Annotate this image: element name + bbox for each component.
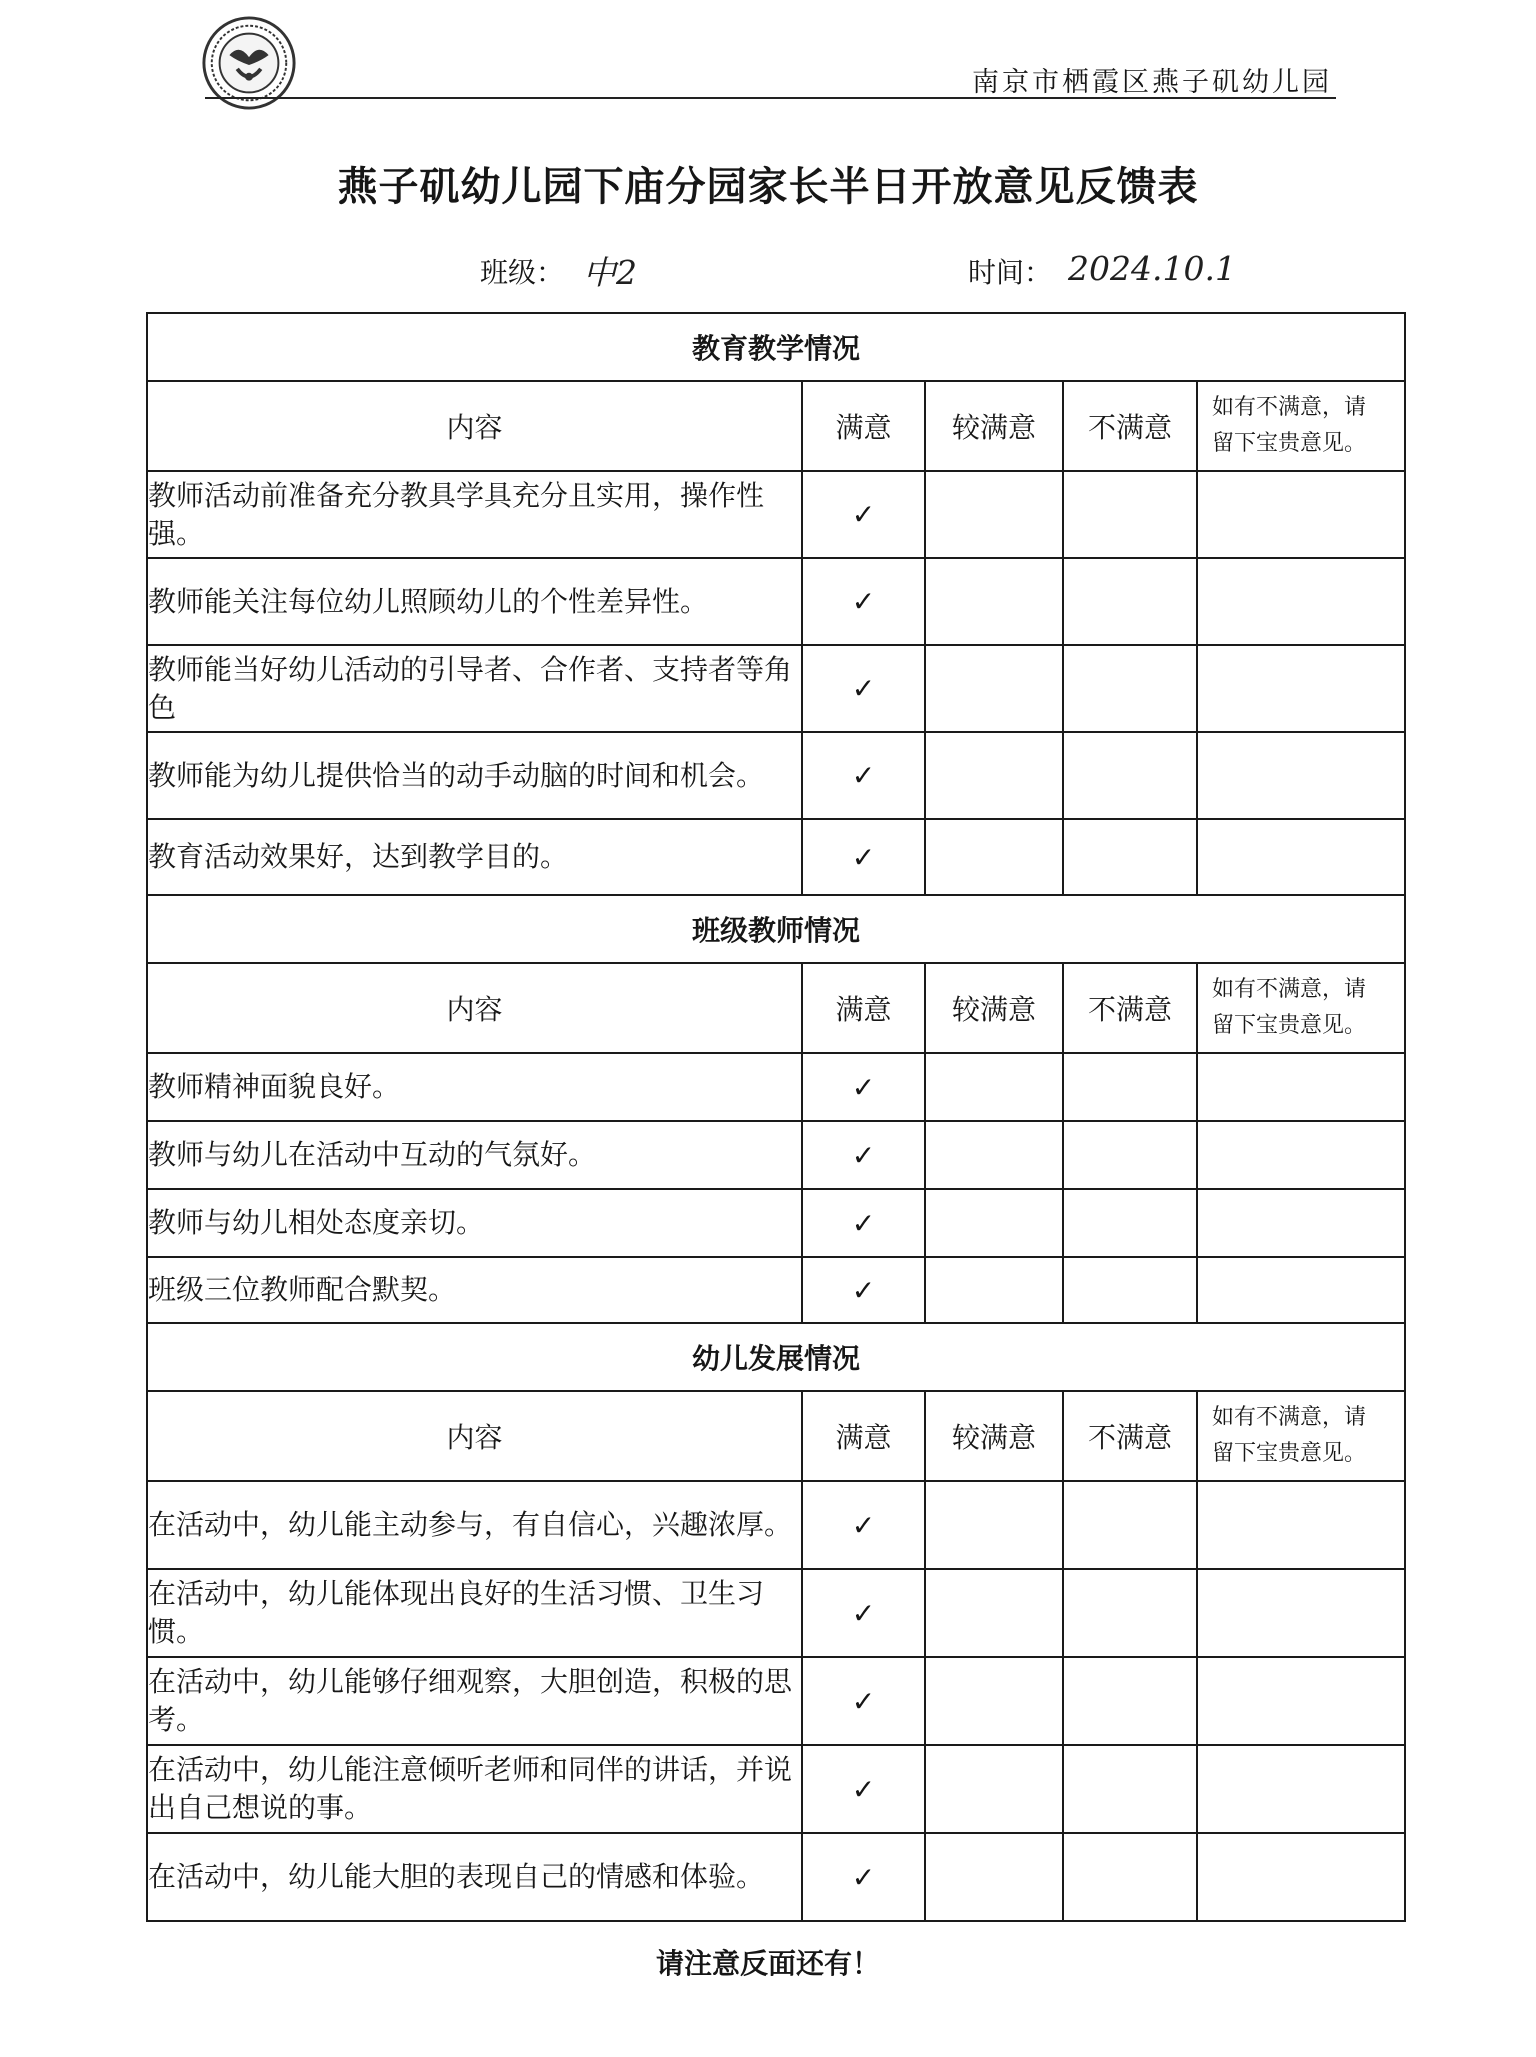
check-mark: ✓ xyxy=(851,672,876,705)
item-text: 教师能当好幼儿活动的引导者、合作者、支持者等角色 xyxy=(147,645,802,732)
satisfied-cell[interactable] xyxy=(802,1189,925,1257)
item-text: 教师精神面貌良好。 xyxy=(147,1053,802,1121)
table-row xyxy=(147,1833,1405,1921)
column-header-fairly-satisfied: 较满意 xyxy=(925,381,1063,471)
check-mark: ✓ xyxy=(851,1596,876,1630)
satisfied-cell[interactable] xyxy=(802,558,925,645)
unsatisfied-cell[interactable] xyxy=(1063,645,1197,732)
check-mark: ✓ xyxy=(851,1138,876,1172)
time-value: 2024.10.1 xyxy=(1068,249,1236,288)
column-header-satisfied: 满意 xyxy=(802,963,925,1053)
fairly-satisfied-cell[interactable] xyxy=(925,471,1063,558)
item-text: 教师与幼儿相处态度亲切。 xyxy=(147,1189,802,1257)
satisfied-cell[interactable] xyxy=(802,1569,925,1657)
item-text: 在活动中，幼儿能体现出良好的生活习惯、卫生习惯。 xyxy=(147,1569,802,1657)
comment-header-line2: 留下宝贵意见。 xyxy=(1212,431,1367,456)
column-header-row xyxy=(147,1391,1405,1481)
satisfied-cell[interactable] xyxy=(802,1657,925,1745)
item-text: 教师能为幼儿提供恰当的动手动脑的时间和机会。 xyxy=(147,732,802,819)
item-text: 班级三位教师配合默契。 xyxy=(147,1257,802,1323)
comment-cell[interactable] xyxy=(1197,1481,1405,1569)
column-header-fairly-satisfied: 较满意 xyxy=(925,1391,1063,1481)
item-text: 教师与幼儿在活动中互动的气氛好。 xyxy=(147,1121,802,1189)
unsatisfied-cell[interactable] xyxy=(1063,558,1197,645)
comment-cell[interactable] xyxy=(1197,1745,1405,1833)
column-header-unsatisfied: 不满意 xyxy=(1063,963,1197,1053)
satisfied-cell[interactable] xyxy=(802,819,925,895)
satisfied-cell[interactable] xyxy=(802,1053,925,1121)
section-title: 教育教学情况 xyxy=(147,313,1405,381)
check-mark: ✓ xyxy=(851,1273,876,1307)
column-header-comment xyxy=(1197,963,1405,1053)
class-label: 班级： xyxy=(480,256,565,289)
fairly-satisfied-cell[interactable] xyxy=(925,1745,1063,1833)
table-row xyxy=(147,1257,1405,1323)
fairly-satisfied-cell[interactable] xyxy=(925,1121,1063,1189)
unsatisfied-cell[interactable] xyxy=(1063,1189,1197,1257)
fairly-satisfied-cell[interactable] xyxy=(925,732,1063,819)
fairly-satisfied-cell[interactable] xyxy=(925,1189,1063,1257)
table-row xyxy=(147,732,1405,819)
page-title: 燕子矶幼儿园下庙分园家长半日开放意见反馈表 xyxy=(337,164,1199,210)
column-header-comment xyxy=(1197,1391,1405,1481)
unsatisfied-cell[interactable] xyxy=(1063,1053,1197,1121)
school-name: 南京市栖霞区燕子矶幼儿园 xyxy=(972,67,1332,98)
comment-cell[interactable] xyxy=(1197,471,1405,558)
satisfied-cell[interactable] xyxy=(802,1121,925,1189)
section-title: 幼儿发展情况 xyxy=(147,1323,1405,1391)
fairly-satisfied-cell[interactable] xyxy=(925,1833,1063,1921)
comment-header-line2: 留下宝贵意见。 xyxy=(1212,1441,1367,1466)
table-row xyxy=(147,1121,1405,1189)
fairly-satisfied-cell[interactable] xyxy=(925,1481,1063,1569)
unsatisfied-cell[interactable] xyxy=(1063,1121,1197,1189)
check-mark: ✓ xyxy=(851,585,876,618)
comment-cell[interactable] xyxy=(1197,732,1405,819)
item-text: 在活动中，幼儿能注意倾听老师和同伴的讲话，并说出自己想说的事。 xyxy=(147,1745,802,1833)
check-mark: ✓ xyxy=(851,1860,876,1894)
unsatisfied-cell[interactable] xyxy=(1063,1257,1197,1323)
comment-cell[interactable] xyxy=(1197,1189,1405,1257)
comment-cell[interactable] xyxy=(1197,1053,1405,1121)
unsatisfied-cell[interactable] xyxy=(1063,1657,1197,1745)
satisfied-cell[interactable] xyxy=(802,1745,925,1833)
fairly-satisfied-cell[interactable] xyxy=(925,819,1063,895)
column-header-unsatisfied: 不满意 xyxy=(1063,381,1197,471)
fairly-satisfied-cell[interactable] xyxy=(925,1257,1063,1323)
table-row xyxy=(147,819,1405,895)
section-title-row xyxy=(147,313,1405,381)
column-header-comment xyxy=(1197,381,1405,471)
section-title: 班级教师情况 xyxy=(147,895,1405,963)
unsatisfied-cell[interactable] xyxy=(1063,1569,1197,1657)
item-text: 在活动中，幼儿能大胆的表现自己的情感和体验。 xyxy=(147,1833,802,1921)
column-header-row xyxy=(147,963,1405,1053)
comment-cell[interactable] xyxy=(1197,1121,1405,1189)
satisfied-cell[interactable] xyxy=(802,732,925,819)
fairly-satisfied-cell[interactable] xyxy=(925,1569,1063,1657)
column-header-fairly-satisfied: 较满意 xyxy=(925,963,1063,1053)
unsatisfied-cell[interactable] xyxy=(1063,1833,1197,1921)
fairly-satisfied-cell[interactable] xyxy=(925,558,1063,645)
feedback-table xyxy=(146,312,1406,1922)
item-text: 教育活动效果好，达到教学目的。 xyxy=(147,819,802,895)
column-header-satisfied: 满意 xyxy=(802,1391,925,1481)
item-text: 教师能关注每位幼儿照顾幼儿的个性差异性。 xyxy=(147,558,802,645)
item-text: 在活动中，幼儿能够仔细观察，大胆创造，积极的思考。 xyxy=(147,1657,802,1745)
satisfied-cell[interactable] xyxy=(802,1481,925,1569)
unsatisfied-cell[interactable] xyxy=(1063,1481,1197,1569)
unsatisfied-cell[interactable] xyxy=(1063,732,1197,819)
comment-cell[interactable] xyxy=(1197,819,1405,895)
check-mark: ✓ xyxy=(851,840,876,874)
table-row xyxy=(147,645,1405,732)
unsatisfied-cell[interactable] xyxy=(1063,819,1197,895)
check-mark: ✓ xyxy=(851,1508,876,1542)
check-mark: ✓ xyxy=(851,1206,876,1240)
fairly-satisfied-cell[interactable] xyxy=(925,1053,1063,1121)
comment-header-line1: 如有不满意，请 xyxy=(1212,395,1367,420)
comment-cell[interactable] xyxy=(1197,1657,1405,1745)
check-mark: ✓ xyxy=(851,1070,876,1104)
comment-cell[interactable] xyxy=(1197,1257,1405,1323)
column-header-row xyxy=(147,381,1405,471)
comment-cell[interactable] xyxy=(1197,1569,1405,1657)
table-row xyxy=(147,1569,1405,1657)
comment-cell[interactable] xyxy=(1197,645,1405,732)
unsatisfied-cell[interactable] xyxy=(1063,471,1197,558)
column-header-content: 内容 xyxy=(147,963,802,1053)
table-row xyxy=(147,558,1405,645)
fairly-satisfied-cell[interactable] xyxy=(925,1657,1063,1745)
table-row xyxy=(147,471,1405,558)
satisfied-cell[interactable] xyxy=(802,1257,925,1323)
comment-cell[interactable] xyxy=(1197,1833,1405,1921)
section-title-row xyxy=(147,895,1405,963)
comment-header-line1: 如有不满意，请 xyxy=(1212,1405,1367,1430)
check-mark: ✓ xyxy=(851,498,876,531)
column-header-content: 内容 xyxy=(147,1391,802,1481)
item-text: 在活动中，幼儿能主动参与，有自信心，兴趣浓厚。 xyxy=(147,1481,802,1569)
satisfied-cell[interactable] xyxy=(802,645,925,732)
comment-cell[interactable] xyxy=(1197,558,1405,645)
table-row xyxy=(147,1745,1405,1833)
item-text: 教师活动前准备充分教具学具充分且实用，操作性强。 xyxy=(147,471,802,558)
check-mark: ✓ xyxy=(851,1684,876,1718)
unsatisfied-cell[interactable] xyxy=(1063,1745,1197,1833)
column-header-unsatisfied: 不满意 xyxy=(1063,1391,1197,1481)
section-title-row xyxy=(147,1323,1405,1391)
table-row xyxy=(147,1481,1405,1569)
table-row xyxy=(147,1053,1405,1121)
fairly-satisfied-cell[interactable] xyxy=(925,645,1063,732)
header-divider xyxy=(205,97,1336,99)
table-row xyxy=(147,1657,1405,1745)
check-mark: ✓ xyxy=(851,1772,876,1806)
comment-header-line2: 留下宝贵意见。 xyxy=(1212,1013,1367,1038)
class-value: 中2 xyxy=(583,253,637,292)
satisfied-cell[interactable] xyxy=(802,471,925,558)
satisfied-cell[interactable] xyxy=(802,1833,925,1921)
time-label: 时间： xyxy=(968,256,1053,289)
column-header-satisfied: 满意 xyxy=(802,381,925,471)
comment-header-line1: 如有不满意，请 xyxy=(1212,977,1367,1002)
column-header-content: 内容 xyxy=(147,381,802,471)
table-row xyxy=(147,1189,1405,1257)
footer-note: 请注意反面还有！ xyxy=(655,1947,880,1980)
check-mark: ✓ xyxy=(851,759,876,792)
